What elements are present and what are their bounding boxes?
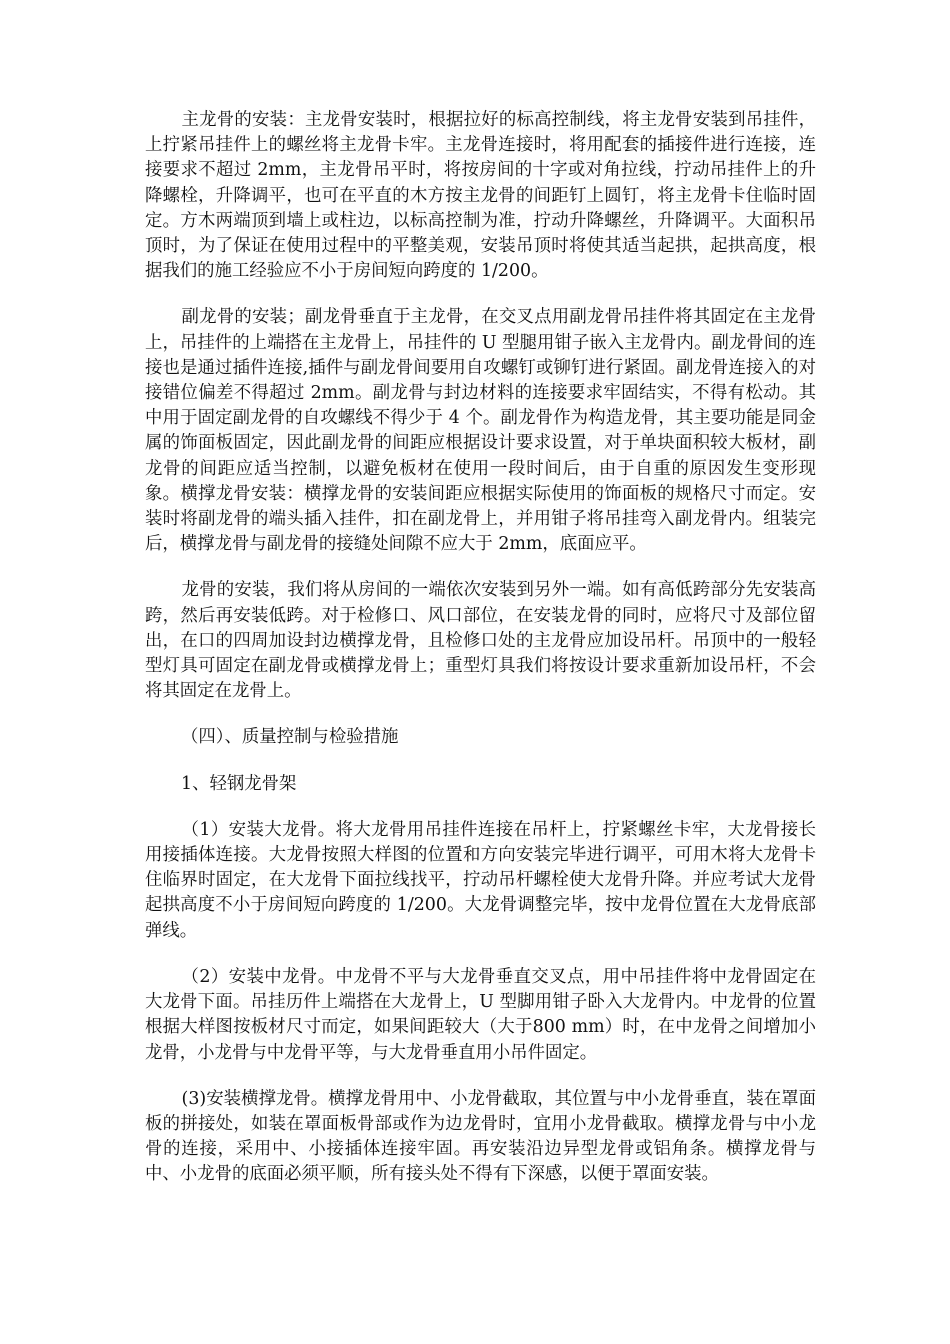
paragraph-secondary-keel: 副龙骨的安装；副龙骨垂直于主龙骨，在交叉点用副龙骨吊挂件将其固定在主龙骨上，吊挂件的上端搭在主龙骨上，吊挂件的 U 型腿用钳子嵌入主龙骨内。副龙骨间的连接也是通过插件连接,插件与副龙骨间要用自攻螺钉或铆钉进行紧固。副龙骨连接入的对接错位偏差不得超过 2mm。副龙骨与封边材料的连接要求牢固结实，不得有松动。其中用于固定副龙骨的自攻螺线不得少于 4 个。副龙骨作为构造龙骨，其主要功能是同金属的饰面板固定，因此副龙骨的间距应根据设计要求设置，对于单块面积较大板材，副龙骨的间距应适当控制，以避免板材在使用一段时间后，由于自重的原因发生变形现象。横撑龙骨安装：横撑龙骨的安装间距应根据实际使用的饰面板的规格尺寸而定。安装时将副龙骨的端头插入挂件，扣在副龙骨上，并用钳子将吊挂弯入副龙骨内。组装完后，横撑龙骨与副龙骨的接缝处间隙不应大于 2mm，底面应平。 [145,307,816,555]
paragraph-step-2: （2）安装中龙骨。中龙骨不平与大龙骨垂直交叉点，用中吊挂件将中龙骨固定在大龙骨下面。吊挂历件上端搭在大龙骨上，U 型脚用钳子卧入大龙骨内。中龙骨的位置根据大样图按板材尺寸而定，如果间距较大（大于800 mm）时，在中龙骨之间增加小龙骨，小龙骨与中龙骨平等，与大龙骨垂直用小吊件固定。 [145,966,816,1063]
section-heading-quality: （四）、质量控制与检验措施 [181,727,399,748]
paragraph-keel-installation: 龙骨的安装，我们将从房间的一端依次安装到另外一端。如有高低跨部分先安装高跨，然后再安装低跨。对于检修口、风口部位，在安装龙骨的同时，应将尺寸及部位留出，在口的四周加设封边横撑龙骨，且检修口处的主龙骨应加设吊杆。吊顶中的一般轻型灯具可固定在副龙骨或横撑龙骨上；重型灯具我们将按设计要求重新加设吊杆，不会将其固定在龙骨上。 [145,580,816,702]
paragraph-step-1: （1）安装大龙骨。将大龙骨用吊挂件连接在吊杆上，拧紧螺丝卡牢，大龙骨接长用接插体连接。大龙骨按照大样图的位置和方向安装完毕进行调平，可用木将大龙骨卡住临界时固定，在大龙骨下面拉线找平，拧动吊杆螺栓使大龙骨升降。并应考试大龙骨起拱高度不小于房间短向跨度的 1/200。大龙骨调整完毕，按中龙骨位置在大龙骨底部弹线。 [145,819,816,941]
paragraph-main-keel: 主龙骨的安装：主龙骨安装时，根据拉好的标高控制线，将主龙骨安装到吊挂件，上拧紧吊挂件上的螺丝将主龙骨卡牢。主龙骨连接时，将用配套的插接件进行连接，连接要求不超过 2mm，主龙骨吊平时，将按房间的十字或对角拉线，拧动吊挂件上的升降螺栓，升降调平，也可在平直的木方按主龙骨的间距钉上圆钉，将主龙骨卡住临时固定。方木两端顶到墙上或柱边，以标高控制为准，拧动升降螺丝，升降调平。大面积吊顶时，为了保证在使用过程中的平整美观，安装吊顶时将使其适当起拱，起拱高度，根据我们的施工经验应不小于房间短向跨度的 1/200。 [145,110,816,282]
paragraph-step-3: (3)安装横撑龙骨。横撑龙骨用中、小龙骨截取，其位置与中小龙骨垂直，装在罩面板的拼接处，如装在罩面板骨部或作为边龙骨时，宜用小龙骨截取。横撑龙骨与中小龙骨的连接，采用中、小接插体连接牢固。再安装沿边异型龙骨或铝角条。横撑龙骨与中、小龙骨的底面必须平顺，所有接头处不得有下深感，以便于罩面安装。 [145,1088,816,1185]
subsection-heading-light-steel: 1、轻钢龙骨架 [181,773,297,794]
